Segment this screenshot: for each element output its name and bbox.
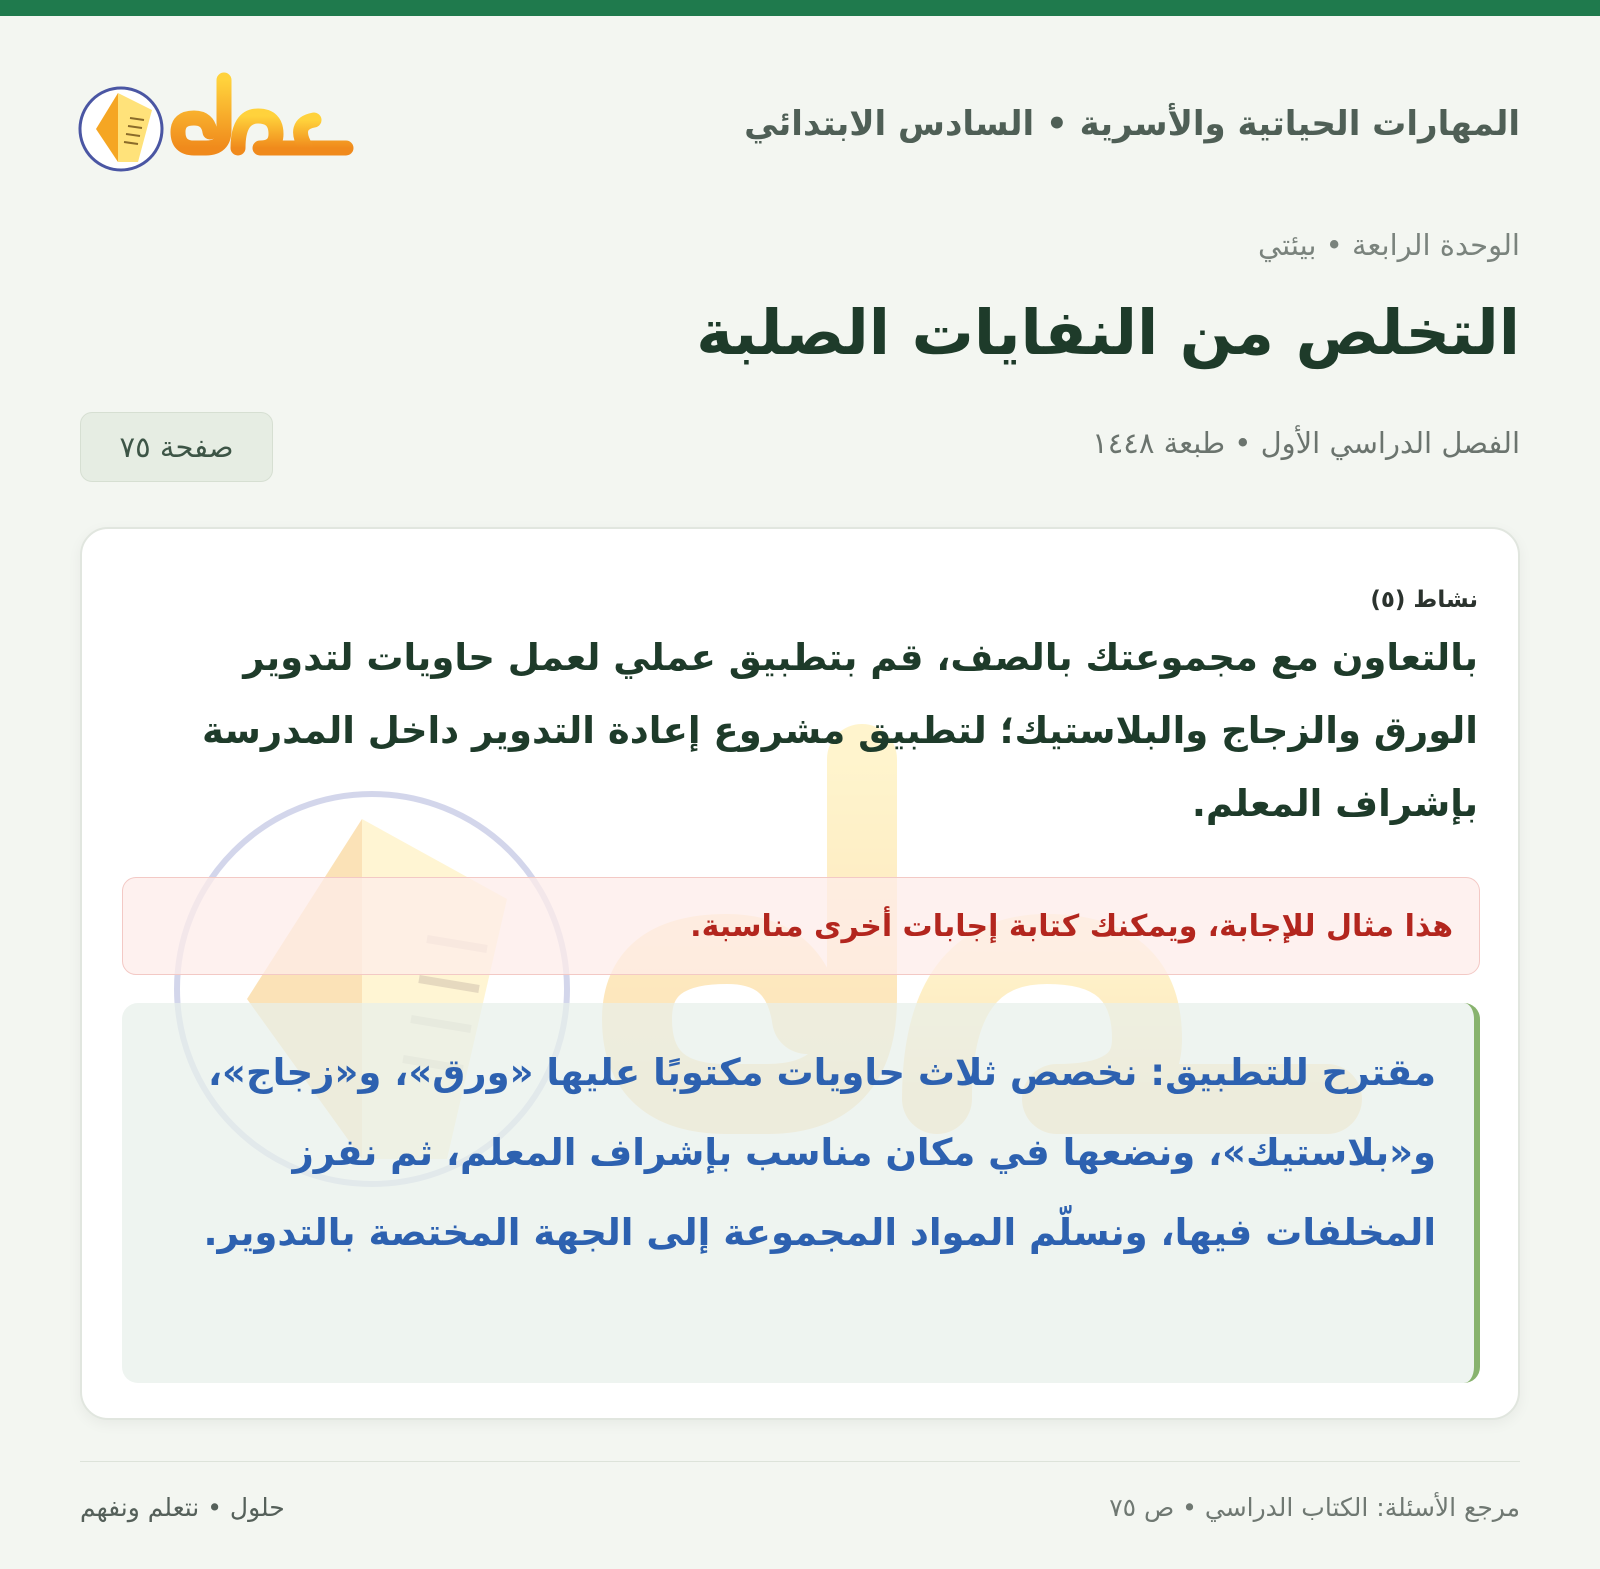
hulul-logo <box>78 68 358 178</box>
footer-brand: حلول • نتعلم ونفهم <box>80 1493 285 1522</box>
term-edition-label: الفصل الدراسي الأول • طبعة ١٤٤٨ <box>1092 426 1520 460</box>
unit-label: الوحدة الرابعة • بيئتي <box>1257 228 1520 262</box>
footer-divider <box>80 1461 1520 1462</box>
activity-label: نشاط (٥) <box>1370 587 1478 613</box>
answer-note-text: هذا مثال للإجابة، ويمكنك كتابة إجابات أخرى مناسبة. <box>690 908 1453 944</box>
page-number-badge: صفحة ٧٥ <box>80 412 273 482</box>
lesson-title: التخلص من النفايات الصلبة <box>696 296 1520 369</box>
answer-text: مقترح للتطبيق: نخصص ثلاث حاويات مكتوبًا عليها «ورق»، و«زجاج»، و«بلاستيك»، ونضعها في مكان مناسب بإشراف المعلم، ثم نفرز المخلفات فيها، ونسلّم المواد المجموعة إلى الجهة المختصة بالتدوير. <box>203 1051 1436 1254</box>
activity-question: بالتعاون مع مجموعتك بالصف، قم بتطبيق عملي لعمل حاويات لتدوير الورق والزجاج والبلاستيك؛ لتطبيق مشروع إعادة التدوير داخل المدرسة بإشراف المعلم. <box>202 636 1478 825</box>
subject-header: المهارات الحياتية والأسرية • السادس الابتدائي <box>744 104 1520 144</box>
activity-card <box>80 527 1520 1420</box>
footer-reference: مرجع الأسئلة: الكتاب الدراسي • ص ٧٥ <box>1109 1493 1520 1522</box>
answer-box <box>122 1003 1480 1383</box>
answer-note-box <box>122 877 1480 975</box>
